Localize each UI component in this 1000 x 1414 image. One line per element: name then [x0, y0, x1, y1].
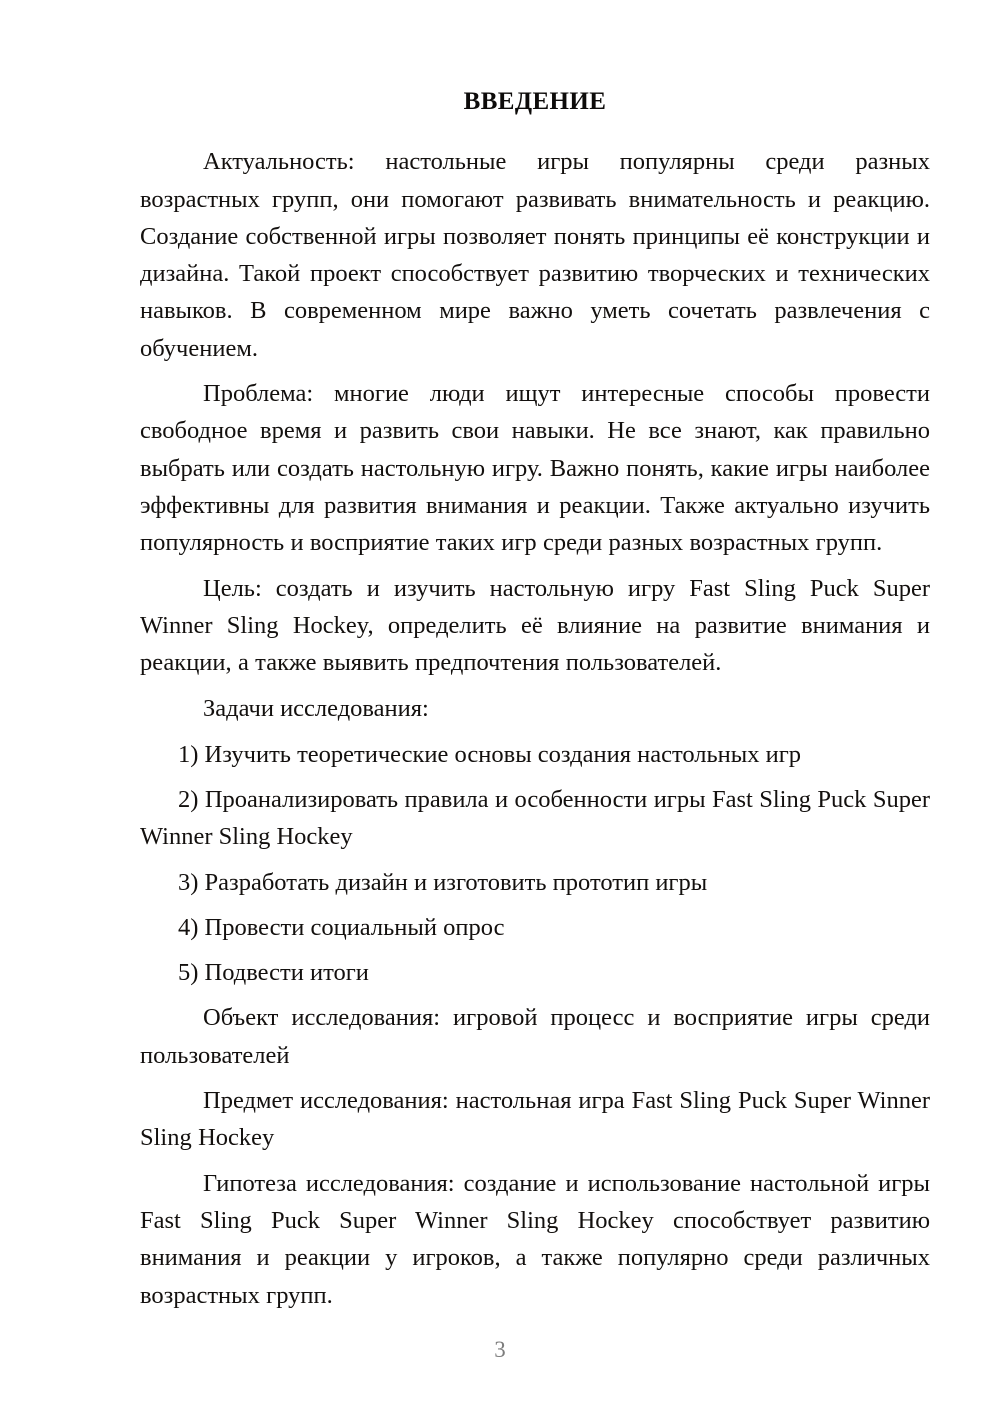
page-number: 3: [494, 1337, 506, 1362]
paragraph-problem: Проблема: многие люди ищут интересные способы провести свободное время и развить свои навыки. Не все знают, как правильно выбрать или создать настольную игру. Важно понять, какие игры наиболее эффективны для развития внимания и реакции. Также актуально изучить популярность и восприятие таких игр среди разных возрастных групп.: [140, 380, 930, 557]
list-item: 2) Проанализировать правила и особенности игры Fast Sling Puck Super Winner Sling Hockey: [140, 786, 930, 851]
paragraph-relevance: Актуальность: настольные игры популярны среди разных возрастных групп, они помогают развивать внимательность и реакцию. Создание собственной игры позволяет понять принципы её конструкции и дизайна. Такой проект способствует развитию творческих и технических навыков. В современном мире важно уметь сочетать развлечения с обучением.: [140, 148, 930, 362]
paragraph-object: Объект исследования: игровой процесс и восприятие игры среди пользователей: [140, 1004, 930, 1069]
paragraph-hypothesis: Гипотеза исследования: создание и использование настольной игры Fast Sling Puck Super Winner Sling Hockey способствует развитию внимания и реакции у игроков, а также популярно среди различных возрастных групп.: [140, 1169, 930, 1309]
list-spacer: [140, 946, 930, 954]
list-spacer: [140, 856, 930, 864]
section-spacer: [140, 1075, 930, 1082]
paragraph-goal: Цель: создать и изучить настольную игру Fast Sling Puck Super Winner Sling Hockey, определить её влияние на развитие внимания и реакции, а также выявить предпочтения пользователей.: [140, 574, 930, 677]
section-spacer: [140, 991, 930, 999]
list-spacer: [140, 728, 930, 736]
list-spacer: [140, 901, 930, 909]
paragraph-spacer: [140, 563, 930, 570]
paragraph-spacer: [140, 368, 930, 375]
paragraph-spacer: [140, 682, 930, 690]
list-spacer: [140, 773, 930, 781]
section-spacer: [140, 1158, 930, 1165]
paragraph-subject: Предмет исследования: настольная игра Fast Sling Puck Super Winner Sling Hockey: [140, 1087, 930, 1152]
tasks-heading: Задачи исследования:: [203, 695, 429, 723]
list-item: 4) Провести социальный опрос: [178, 913, 505, 941]
list-item: 1) Изучить теоретические основы создания настольных игр: [178, 740, 802, 768]
page-title: ВВЕДЕНИЕ: [463, 88, 607, 115]
page-content: [140, 86, 930, 1315]
list-item: 5) Подвести итоги: [178, 959, 369, 987]
list-item: 3) Разработать дизайн и изготовить прототип игры: [178, 868, 708, 896]
